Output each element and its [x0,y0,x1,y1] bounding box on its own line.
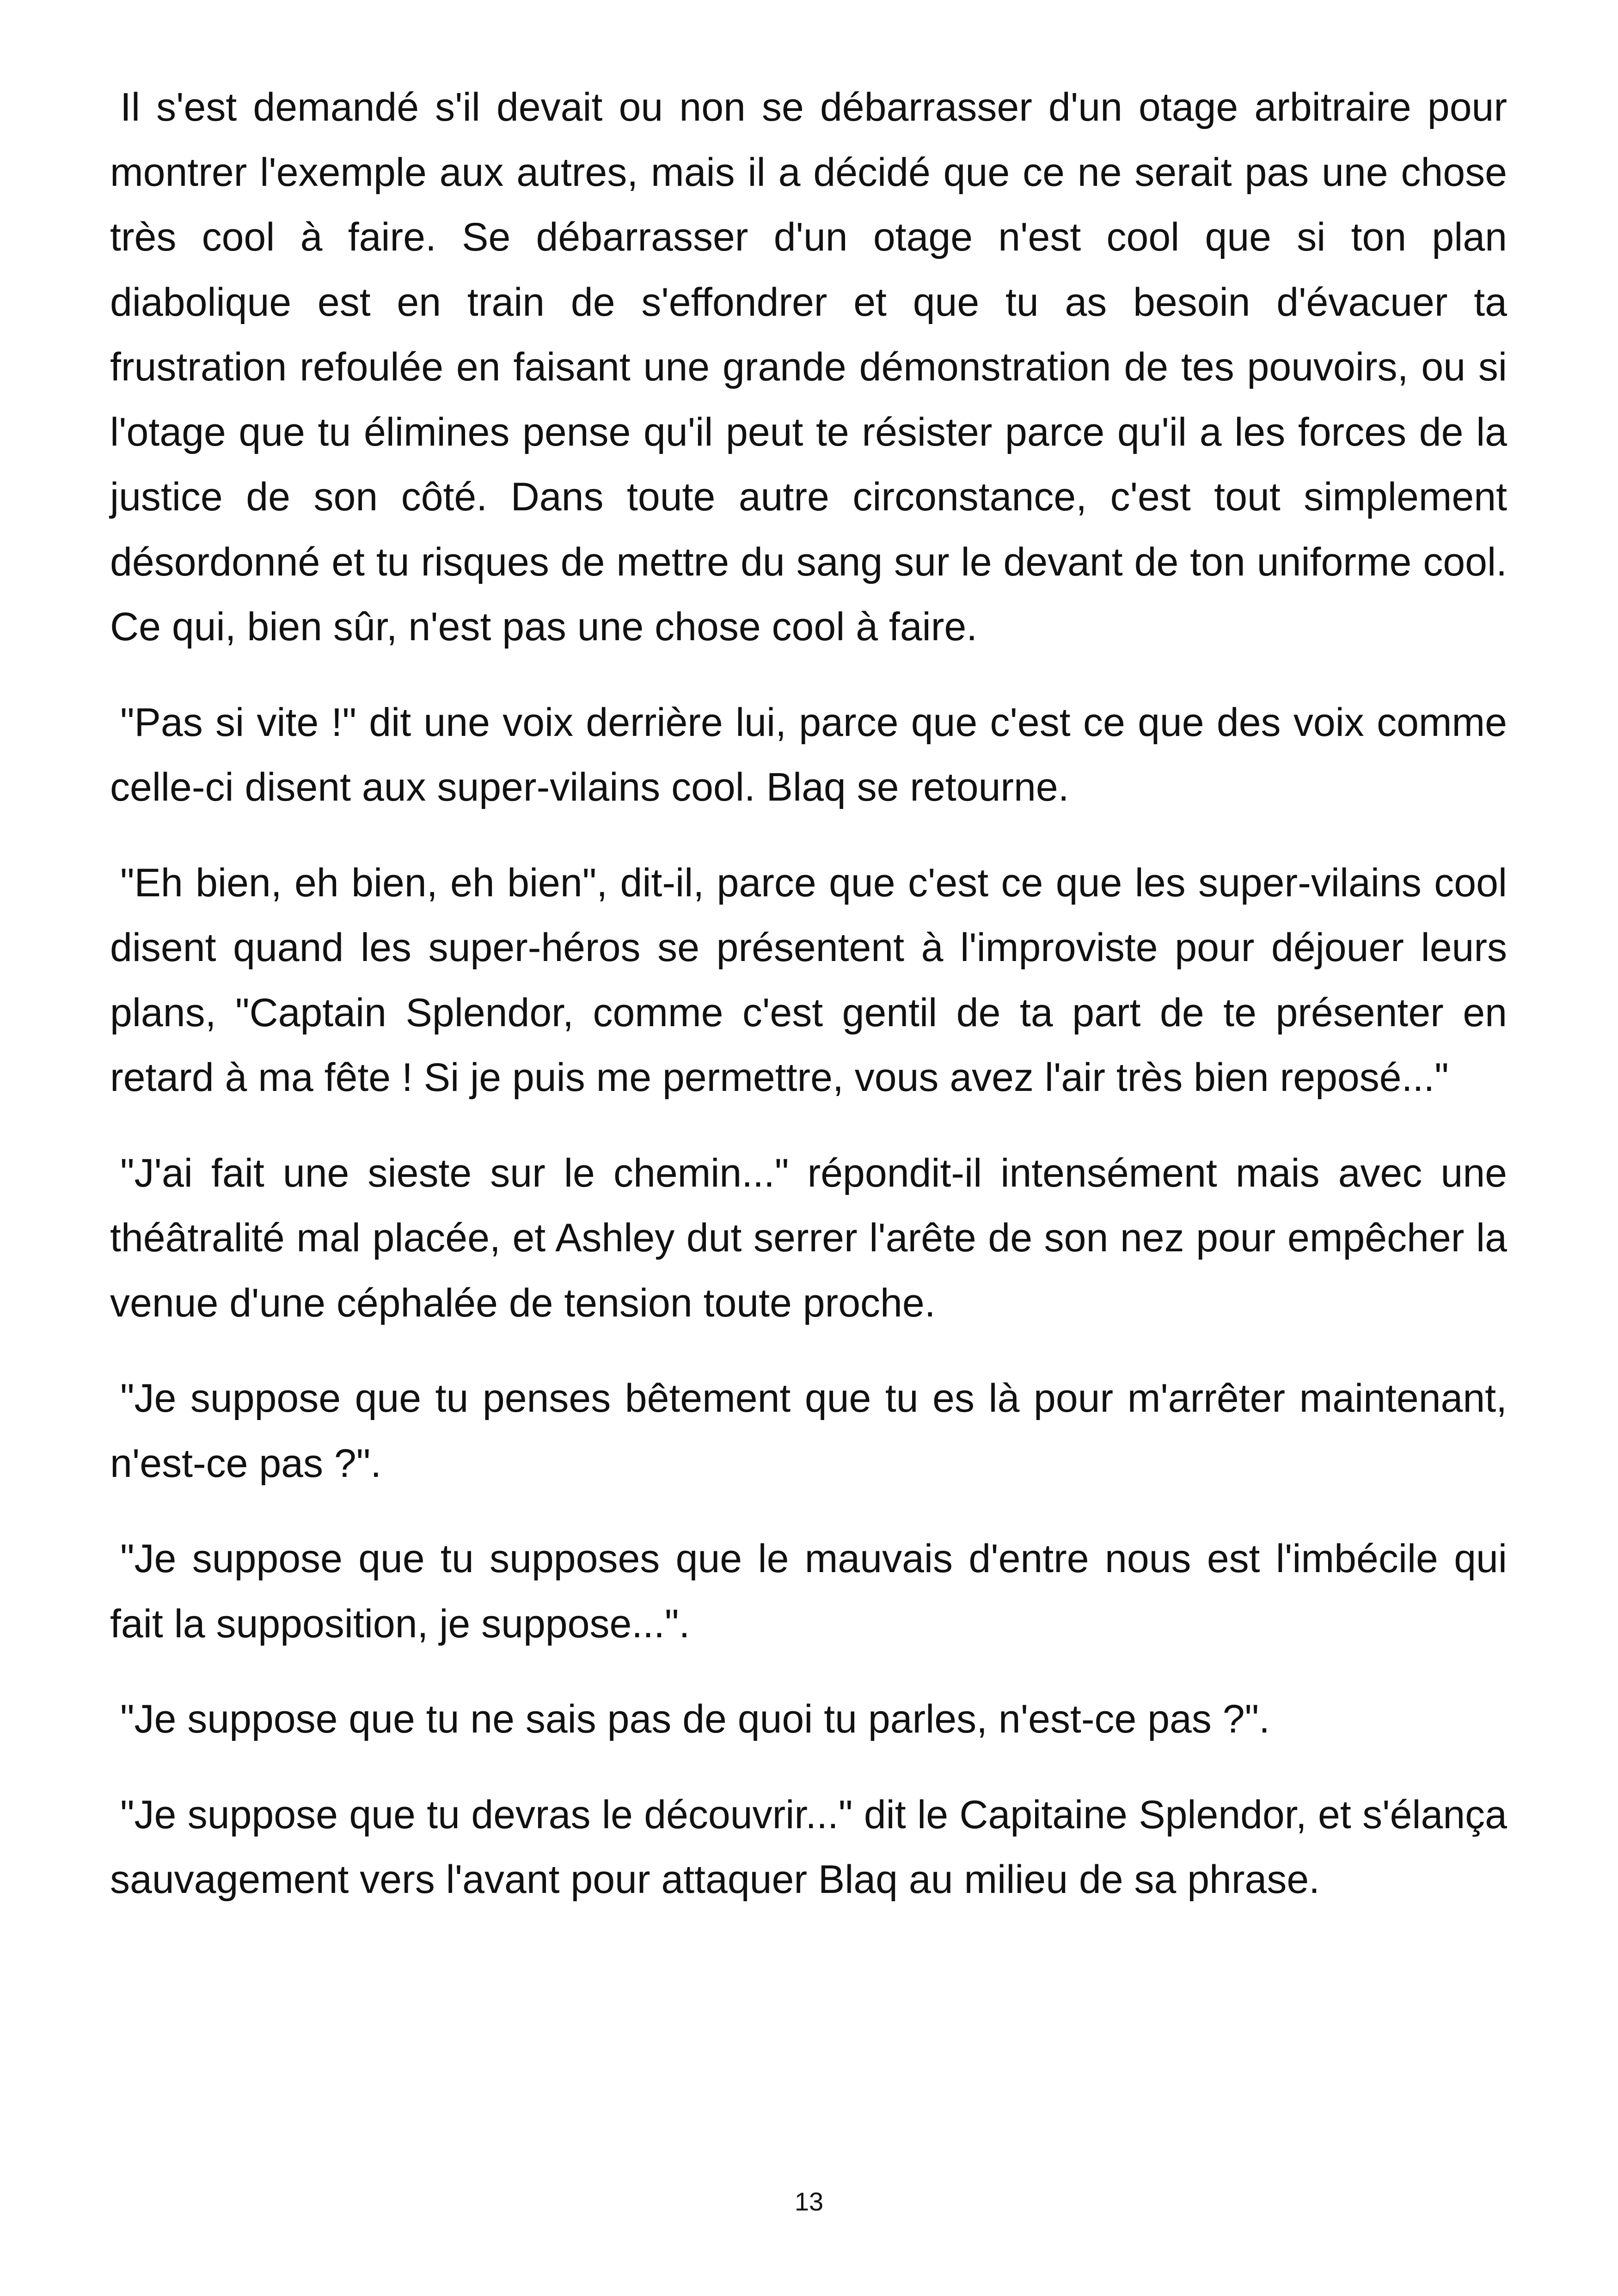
page-number: 13 [794,2187,824,2216]
paragraph-7: "Je suppose que tu ne sais pas de quoi tu parles, n'est-ce pas ?". [120,1697,1270,1741]
paragraph-5: "Je suppose que tu penses bêtement que tu es là pour m'arrêter maintenant, n'est-ce pas ?". [110,1376,1507,1486]
paragraph-3: "Eh bien, eh bien, eh bien", dit-il, parce que c'est ce que les super-vilains cool disent quand les super-héros se présentent à l'improviste pour déjouer leurs plans, "Captain Splendor, comme c'est gentil de ta part de te présenter en retard à ma fête ! Si je puis me permettre, vous avez l'air très bien reposé..." [110,860,1507,1100]
paragraph-8: "Je suppose que tu devras le découvrir..." dit le Capitaine Splendor, et s'élança sauvagement vers l'avant pour attaquer Blaq au milieu de sa phrase. [110,1792,1507,1902]
paragraph-1: Il s'est demandé s'il devait ou non se débarrasser d'un otage arbitraire pour montrer l'exemple aux autres, mais il a décidé que ce ne serait pas une chose très cool à faire. Se débarrasser d'un otage n'est cool que si ton plan diabolique est en train de s'effondrer et que tu as besoin d'évacuer ta frustration refoulée en faisant une grande démonstration de tes pouvoirs, ou si l'otage que tu élimines pense qu'il peut te résister parce qu'il a les forces de la justice de son côté. Dans toute autre circonstance, c'est tout simplement désordonné et tu risques de mettre du sang sur le devant de ton uniforme cool. Ce qui, bien sûr, n'est pas une chose cool à faire. [110,85,1507,649]
body-text [110,75,1507,1943]
paragraph-2: "Pas si vite !" dit une voix derrière lui, parce que c'est ce que des voix comme celle-ci disent aux super-vilains cool. Blaq se retourne. [110,700,1507,809]
paragraph-6: "Je suppose que tu supposes que le mauvais d'entre nous est l'imbécile qui fait la supposition, je suppose...". [110,1537,1507,1646]
paragraph-4: "J'ai fait une sieste sur le chemin..." répondit-il intensément mais avec une théâtralité mal placée, et Ashley dut serrer l'arête de son nez pour empêcher la venue d'une céphalée de tension toute proche. [110,1151,1507,1325]
